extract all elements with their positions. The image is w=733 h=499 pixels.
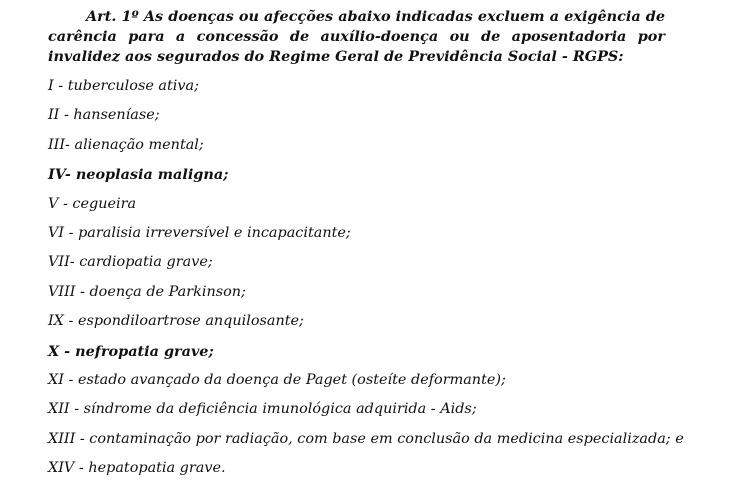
- list-item: VI - paralisia irreversível e incapacitante;: [48, 224, 351, 241]
- list-item: VII- cardiopatia grave;: [48, 254, 213, 271]
- list-item: XI - estado avançado da doença de Paget (osteíte deformante);: [48, 371, 506, 388]
- list-item: XIII - contaminação por radiação, com base em conclusão da medicina especializada; e: [48, 430, 684, 447]
- list-item: IV- neoplasia maligna;: [48, 166, 229, 184]
- article-text: Art. 1º As doenças ou afecções abaixo indicadas excluem a exigência de carência para a concessão de auxílio-doença ou de aposentadoria por invalidez aos segurados do Regime Geral de Previdência Social - RGPS:: [48, 8, 665, 65]
- article-paragraph: [48, 7, 665, 67]
- list-item: XIV - hepatopatia grave.: [48, 460, 226, 477]
- list-item: X - nefropatia grave;: [48, 342, 214, 360]
- list-item: V - cegueira: [48, 195, 137, 212]
- list-item: II - hanseníase;: [48, 107, 160, 124]
- list-item: VIII - doença de Parkinson;: [48, 283, 246, 300]
- list-item: IX - espondiloartrose anquilosante;: [48, 313, 304, 330]
- list-item: III- alienação mental;: [48, 136, 204, 153]
- disease-list: [48, 72, 684, 483]
- list-item: XII - síndrome da deficiência imunológica adquirida - Aids;: [48, 401, 477, 418]
- list-item: I - tuberculose ativa;: [48, 78, 199, 94]
